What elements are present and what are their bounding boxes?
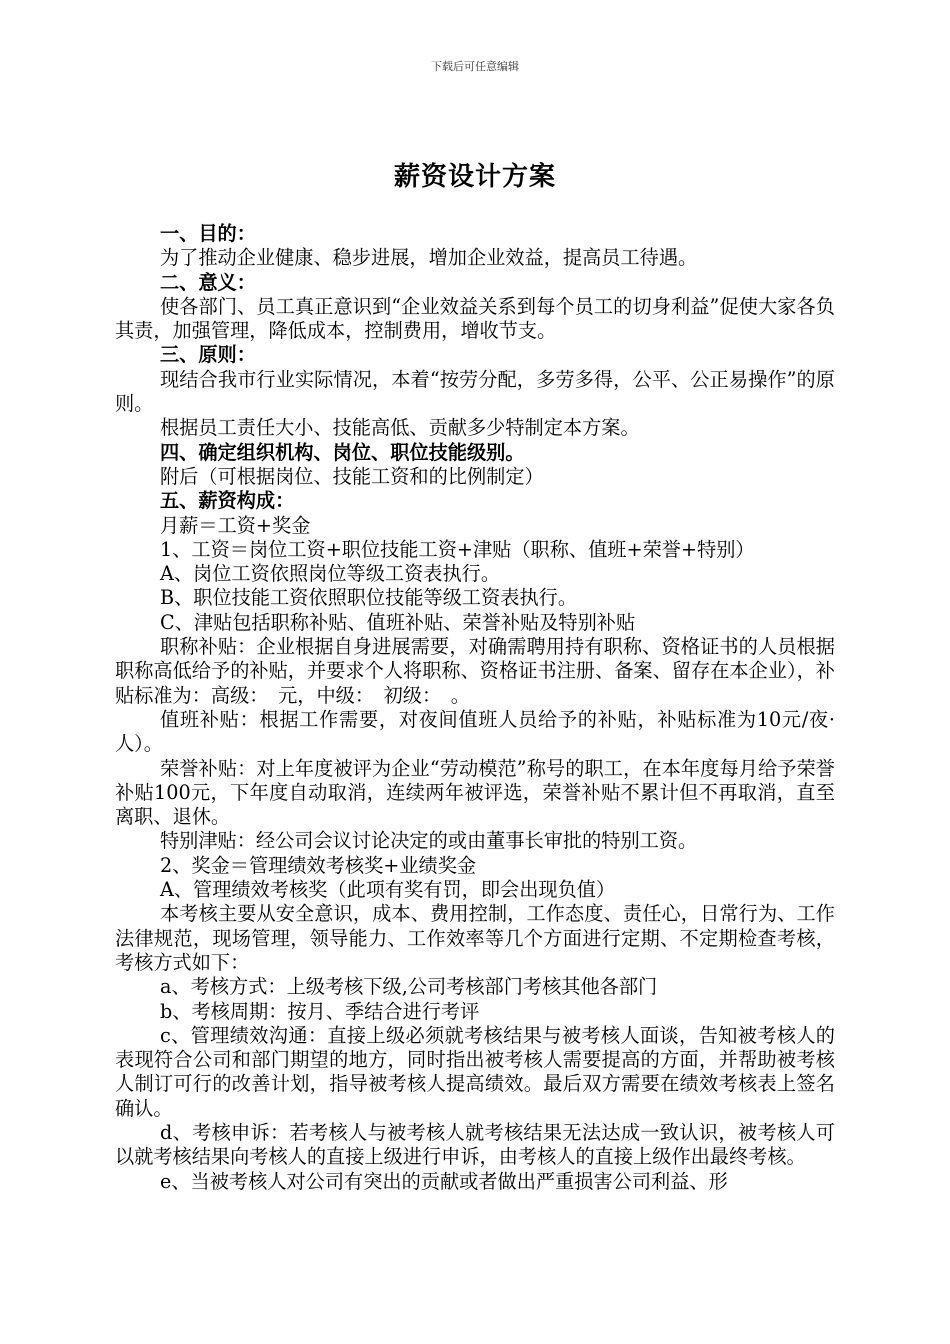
paragraph: e、当被考核人对公司有突出的贡献或者做出严重损害公司利益、形 [160,1169,728,1193]
paragraph: A、岗位工资依照岗位等级工资表执行。 [160,562,501,586]
paragraph: 本考核主要从安全意识，成本、费用控制，工作态度、责任心，日常行为、工作法律规范，现场管理，领导能力、工作效率等几个方面进行定期、不定期检查考核，考核方式如下： [115,902,835,974]
paragraph: 特别津贴：经公司会议讨论决定的或由董事长审批的特别工资。 [160,829,698,853]
paragraph: 附后（可根据岗位、技能工资和的比例制定） [160,464,544,488]
section-heading: 四、确定组织机构、岗位、职位技能级别。 [160,440,525,464]
paragraph: 1、工资＝岗位工资+职位技能工资+津贴（职称、值班+荣誉+特别） [160,537,755,561]
paragraph: a、考核方式：上级考核下级,公司考核部门考核其他各部门 [160,975,658,999]
paragraph: d、考核申诉：若考核人与被考核人就考核结果无法达成一致认识，被考核人可以就考核结果向考核人的直接上级进行申诉，由考核人的直接上级作出最终考核。 [115,1120,835,1169]
paragraph: c、管理绩效沟通：直接上级必须就考核结果与被考核人面谈，告知被考核人的表现符合公司和部门期望的地方，同时指出被考核人需要提高的方面，并帮助被考核人制订可行的改善计划，指导被考核人提高绩效。最后双方需要在绩效考核表上签名确认。 [115,1023,835,1120]
paragraph: 使各部门、员工真正意识到“企业效益关系到每个员工的切身利益”促使大家各负其责，加强管理，降低成本，控制费用，增收节支。 [115,294,835,343]
paragraph: 2、奖金＝管理绩效考核奖+业绩奖金 [160,853,477,877]
section-heading: 三、原则： [160,343,256,367]
paragraph: 值班补贴：根据工作需要，对夜间值班人员给予的补贴，补贴标准为10元/夜·人）。 [115,707,835,756]
section-heading: 五、薪资构成： [160,489,295,513]
paragraph: 月薪＝工资+奖金 [160,513,311,537]
paragraph: 职称补贴：企业根据自身进展需要，对确需聘用持有职称、资格证书的人员根据职称高低给予的补贴，并要求个人将职称、资格证书注册、备案、留存在本企业），补贴标准为：高级： 元，中级： 初级： 。 [115,635,835,707]
paragraph: B、职位技能工资依照职位技能等级工资表执行。 [160,586,578,610]
paragraph: 为了推动企业健康、稳步进展，增加企业效益，提高员工待遇。 [160,246,698,270]
paragraph: 现结合我市行业实际情况，本着“按劳分配，多劳多得，公平、公正易操作”的原则。 [115,367,835,416]
paragraph: A、管理绩效考核奖（此项有奖有罚，即会出现负值） [160,878,616,902]
document-body [115,222,835,1194]
section-heading: 一、目的： [160,222,256,245]
paragraph: 根据员工责任大小、技能高低、贡献多少特制定本方案。 [160,416,640,440]
section-heading: 二、意义： [160,270,256,294]
document-title: 薪资设计方案 [393,162,556,192]
paragraph: 荣誉补贴：对上年度被评为企业“劳动模范”称号的职工，在本年度每月给予荣誉补贴100元，下年度自动取消，连续两年被评选，荣誉补贴不累计但不再取消，直至离职、退休。 [115,756,835,829]
paragraph: b、考核周期：按月、季结合进行考评 [160,999,480,1023]
header-note: 下载后可任意编辑 [431,60,519,73]
paragraph: C、津贴包括职称补贴、值班补贴、荣誉补贴及特别补贴 [160,610,636,634]
